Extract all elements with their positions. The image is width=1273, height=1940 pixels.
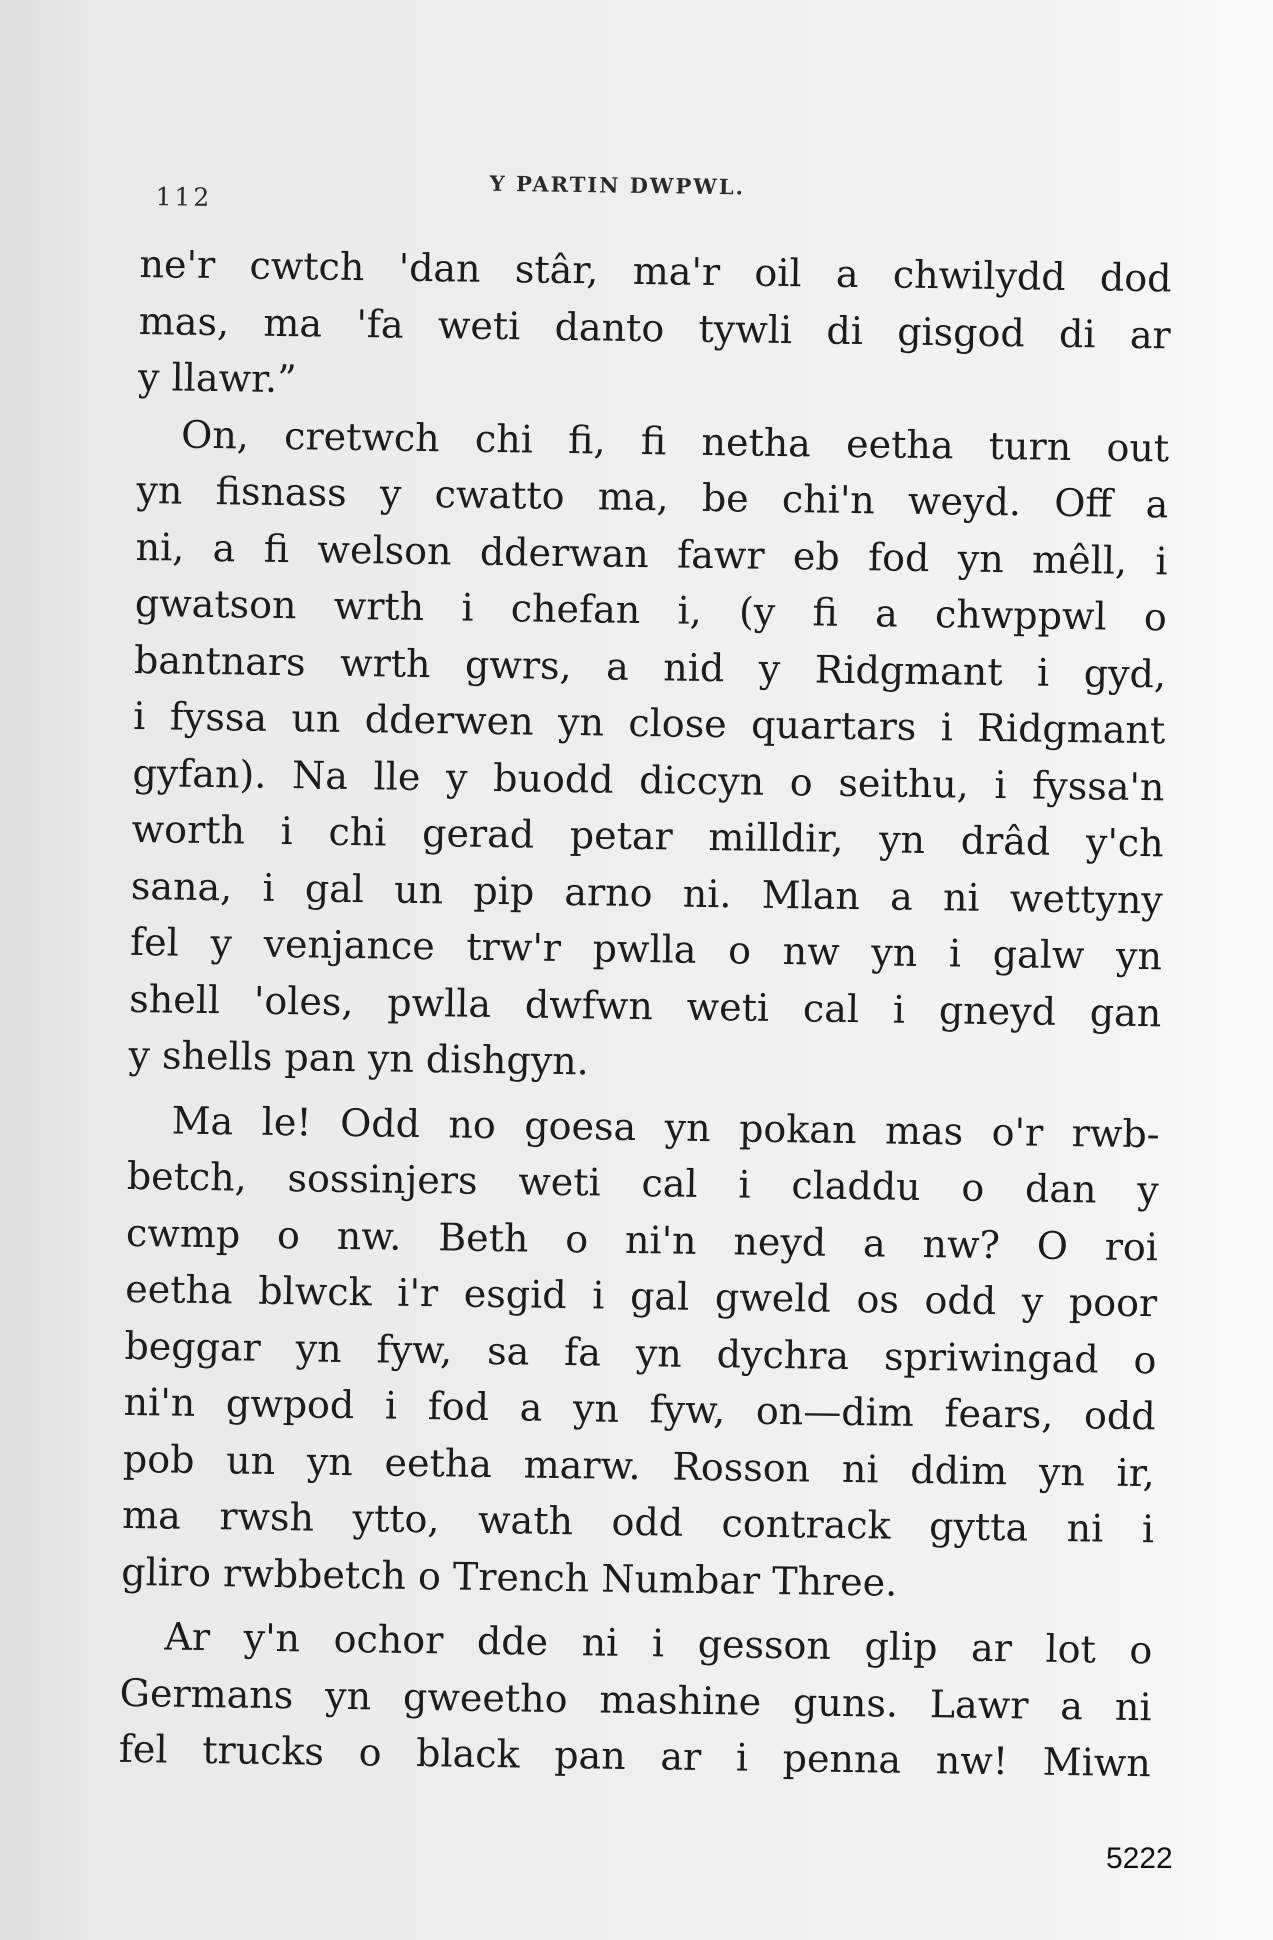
- page-stamp-number: 5222: [1106, 1842, 1173, 1875]
- text-line: shell 'oles, pwlla dwfwn weti cal i gneyd gan: [129, 976, 1162, 1035]
- running-head: Y PARTIN DWPWL.: [489, 170, 746, 200]
- text-line: gwatson wrth i chefan i, (y fi a chwppwl o: [134, 580, 1168, 640]
- page-number: 112: [155, 182, 213, 212]
- text-line: cwmp o nw. Beth o ni'n neyd a nw? O roi: [125, 1210, 1159, 1269]
- text-line: sana, i gal un pip arno ni. Mlan a ni wettyny: [130, 863, 1164, 922]
- text-line: eetha blwck i'r esgid i gal gweld os odd y poor: [124, 1266, 1158, 1326]
- text-line: y llawr.”: [137, 354, 297, 402]
- text-line: On, cretwch chi fi, fi netha eetha turn out: [180, 412, 1170, 470]
- paragraph: [118, 1608, 1152, 1792]
- text-line: beggar yn fyw, sa fa yn dychra spriwingad o: [124, 1323, 1157, 1382]
- text-line: ma rwsh ytto, wath odd contrack gytta ni i: [121, 1492, 1155, 1552]
- text-line: gyfan). Na lle y buodd diccyn o seithu, i fyssa'n: [132, 750, 1165, 809]
- text-line: fel y venjance trw'r pwlla o nw yn i galw yn: [129, 919, 1163, 979]
- page-header: [145, 166, 865, 216]
- paragraph: [128, 405, 1169, 1097]
- body-text: [118, 236, 1172, 1810]
- text-line: i fyssa un dderwen yn close quartars i Ridgmant: [132, 693, 1166, 753]
- paragraph: [138, 236, 1172, 420]
- text-line: worth i chi gerad petar milldir, yn drâd y'ch: [131, 806, 1164, 866]
- text-line: ni, a fi welson dderwan fawr eb fod yn mêll, i: [135, 524, 1168, 583]
- text-line: ni'n gwpod i fod a yn fyw, on—dim fears, odd: [123, 1379, 1156, 1439]
- text-line: gliro rwbbetch o Trench Numbar Three.: [121, 1549, 898, 1605]
- paragraph: [121, 1091, 1160, 1614]
- text-line: pob un yn eetha marw. Rosson ni ddim yn ir,: [122, 1436, 1156, 1495]
- text-line: Ma le! Odd no goesa yn pokan mas o'r rwb-: [171, 1098, 1160, 1156]
- text-line: betch, sossinjers weti cal i claddu o dan y: [126, 1153, 1160, 1213]
- text-line: fel trucks o black pan ar i penna nw! Miwn: [118, 1726, 1152, 1786]
- text-line: Germans yn gweetho mashine guns. Lawr a ni: [119, 1670, 1152, 1729]
- text-line: ne'r cwtch 'dan stâr, ma'r oil a chwilydd dod: [139, 241, 1172, 301]
- text-line: bantnars wrth gwrs, a nid y Ridgmant i gyd,: [133, 637, 1167, 696]
- text-line: yn fisnass y cwatto ma, be chi'n weyd. Off a: [136, 467, 1169, 527]
- text-line: y shells pan yn dishgyn.: [128, 1032, 590, 1084]
- text-line: mas, ma 'fa weti danto tywli di gisgod di ar: [138, 298, 1172, 357]
- text-line: Ar y'n ochor dde ni i gesson glip ar lot o: [164, 1614, 1153, 1673]
